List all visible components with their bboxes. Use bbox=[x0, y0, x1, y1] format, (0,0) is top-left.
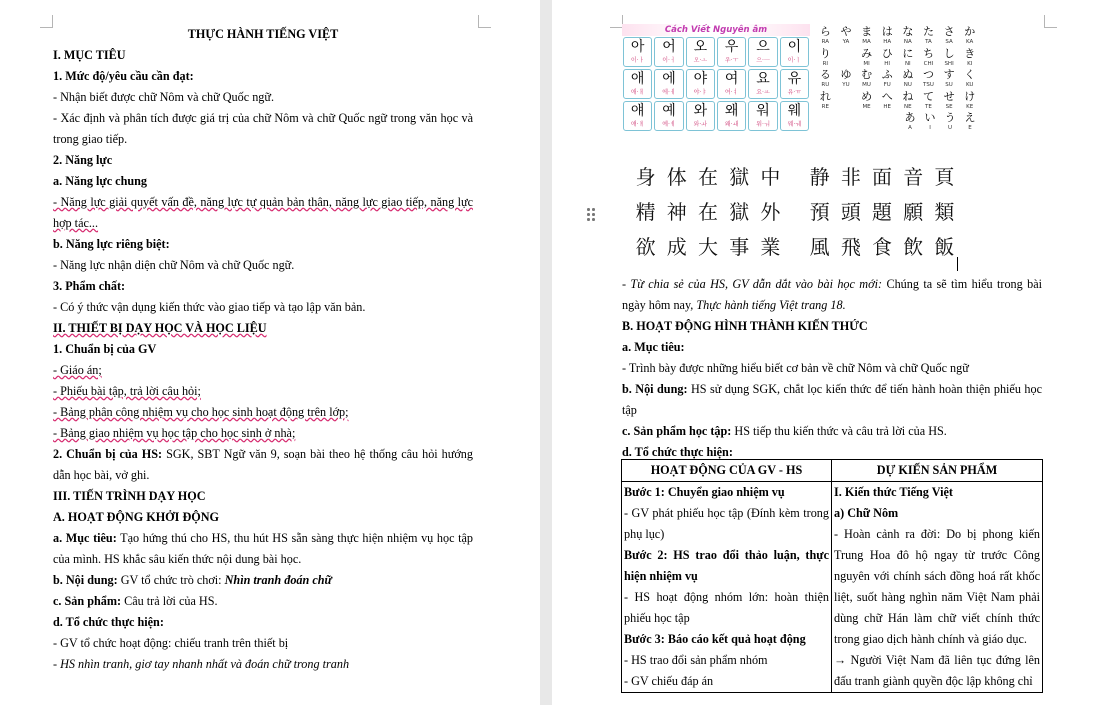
kanji-char: 食 bbox=[872, 235, 893, 259]
text-line: - Xác định và phân tích được giá trị của chữ Nôm và chữ Quốc ngữ trong văn học và trong giao tiếp. bbox=[53, 111, 473, 146]
kana-cell bbox=[815, 26, 836, 48]
kana-romaji: RU bbox=[821, 82, 830, 89]
hangul-stroke: 이·ㅏ bbox=[630, 57, 645, 64]
text-line: 2. Năng lực bbox=[53, 153, 113, 167]
hangul-glyph: 에 bbox=[662, 71, 676, 87]
kana-glyph: へ bbox=[881, 89, 893, 103]
kana-cell bbox=[959, 48, 980, 70]
kana-glyph: ゆ bbox=[840, 68, 852, 82]
margin-corner-mark bbox=[478, 15, 491, 28]
hangul-cell bbox=[623, 101, 652, 131]
hangul-stroke: 에·ㅔ bbox=[662, 89, 676, 96]
kana-glyph: く bbox=[964, 68, 976, 82]
text-line: 1. Chuẩn bị của GV bbox=[53, 342, 157, 356]
kana-romaji: RA bbox=[821, 39, 829, 45]
kana-romaji: HE bbox=[883, 103, 891, 110]
kana-glyph: れ bbox=[819, 89, 831, 103]
kana-glyph: ら bbox=[819, 25, 831, 38]
kanji-char: 業 bbox=[760, 235, 781, 259]
kana-vowel-cell bbox=[900, 112, 920, 134]
hangul-cell bbox=[686, 37, 715, 67]
table-header-product: DỰ KIẾN SẢN PHẨM bbox=[832, 460, 1043, 482]
kana-vowel-cell bbox=[940, 112, 960, 134]
activity-table[interactable] bbox=[621, 459, 1043, 693]
text-line: I. MỤC TIÊU bbox=[53, 48, 126, 62]
kanji-char: 在 bbox=[698, 165, 718, 189]
kanji-char: 願 bbox=[903, 200, 924, 224]
step2-label: Bước 2: HS trao đổi thảo luận, thực hiện nhiệm vụ bbox=[624, 548, 829, 583]
hangul-glyph: 아 bbox=[630, 39, 645, 55]
kana-cell bbox=[856, 48, 877, 70]
hangul-glyph: 으 bbox=[756, 39, 770, 55]
kana-romaji: HA bbox=[883, 39, 892, 45]
hangul-glyph: 왜 bbox=[724, 103, 739, 119]
objective-paragraph bbox=[53, 528, 473, 570]
product-line bbox=[622, 421, 1042, 442]
content-label: b. Nội dung: bbox=[622, 382, 688, 396]
prep-hs-paragraph bbox=[53, 444, 473, 486]
hangul-cell bbox=[654, 69, 683, 99]
hangul-cell bbox=[748, 37, 777, 67]
objective-label: a. Mục tiêu: bbox=[53, 531, 117, 545]
hangul-chart-title: Cách Viết Nguyên âm bbox=[622, 24, 810, 36]
hangul-stroke: 이·ㅓ bbox=[662, 57, 676, 64]
hangul-stroke: 왜·ㅙ bbox=[724, 121, 739, 128]
hangul-glyph: 요 bbox=[756, 71, 770, 87]
hangul-glyph: 와 bbox=[693, 103, 708, 119]
margin-corner-mark bbox=[1044, 15, 1057, 28]
kana-cell bbox=[877, 69, 898, 91]
kana-cell bbox=[877, 91, 898, 113]
kana-glyph: し bbox=[943, 46, 955, 60]
kana-romaji: SU bbox=[945, 82, 953, 89]
hangul-stroke: 요·ㅛ bbox=[756, 89, 770, 96]
hangul-glyph: 오 bbox=[693, 39, 708, 55]
kana-glyph: ね bbox=[902, 89, 914, 103]
kana-vowel-row bbox=[815, 112, 980, 134]
kanji-char: 成 bbox=[666, 235, 687, 259]
hangul-stroke: 애·ㅐ bbox=[630, 89, 645, 96]
hangul-cell bbox=[686, 101, 715, 131]
text-line: - Phiếu bài tập, trả lời câu hỏi; bbox=[53, 384, 201, 398]
table-row bbox=[622, 482, 1043, 693]
kana-glyph: な bbox=[902, 25, 914, 38]
kana-glyph: る bbox=[819, 68, 831, 82]
text-line: II. THIẾT BỊ DẠY HỌC VÀ HỌC LIỆU bbox=[53, 321, 267, 335]
kana-cell bbox=[939, 69, 960, 91]
kana-romaji: KE bbox=[966, 103, 974, 110]
product-label: c. Sản phẩm: bbox=[53, 594, 122, 608]
kana-romaji: MU bbox=[862, 82, 871, 89]
kana-cell bbox=[918, 69, 939, 91]
gv-activity-line: - GV tổ chức hoạt động: chiếu tranh trên thiết bị bbox=[53, 636, 289, 650]
document-page-right bbox=[552, 0, 1105, 705]
kana-romaji: KU bbox=[965, 82, 974, 89]
kana-romaji: MI bbox=[863, 60, 870, 67]
kanji-char: 獄 bbox=[729, 200, 750, 224]
product-text: HS tiếp thu kiến thức và câu trả lời của HS. bbox=[731, 424, 947, 438]
kana-romaji: E bbox=[968, 125, 972, 132]
hangul-stroke: 여·ㅕ bbox=[724, 89, 739, 96]
step3-text-2: - GV chiếu đáp án bbox=[624, 674, 714, 688]
kana-romaji: I bbox=[929, 125, 931, 132]
margin-corner-mark bbox=[40, 15, 53, 28]
kana-cell bbox=[815, 69, 836, 91]
kana-glyph: ち bbox=[922, 46, 934, 60]
hangul-cell bbox=[623, 69, 652, 99]
kana-vowel-cell bbox=[960, 112, 980, 134]
step2-text: - HS hoạt động nhóm lớn: hoàn thiện phiếu học tập bbox=[624, 590, 829, 625]
text-line: 3. Phẩm chất: bbox=[53, 279, 126, 293]
objective-heading: a. Mục tiêu: bbox=[622, 340, 685, 354]
content-text: GV tổ chức trò chơi: bbox=[117, 573, 225, 587]
product-text: Câu trả lời của HS. bbox=[121, 594, 218, 608]
text-line: - Năng lực nhận diện chữ Nôm và chữ Quốc ngữ. bbox=[53, 258, 295, 272]
hangul-grid bbox=[622, 36, 810, 132]
kanji-char: 欲 bbox=[635, 235, 656, 259]
kana-cell bbox=[939, 91, 960, 113]
kanji-char: 音 bbox=[903, 165, 924, 189]
hangul-glyph: 어 bbox=[662, 39, 676, 55]
kana-romaji: CHI bbox=[923, 60, 934, 67]
kanji-char: 静 bbox=[809, 165, 830, 189]
chinese-characters-image[interactable] bbox=[630, 158, 960, 263]
kanji-char: 精 bbox=[635, 200, 656, 224]
content-line bbox=[53, 570, 473, 591]
intro-italic: - Từ chia sẻ của HS, GV dẫn dắt vào bài học mới: bbox=[622, 277, 883, 291]
hangul-glyph: 야 bbox=[693, 71, 708, 87]
kana-cell bbox=[856, 26, 877, 48]
kana-romaji: NA bbox=[903, 39, 912, 45]
content-paragraph bbox=[622, 379, 1042, 421]
kana-glyph: ふ bbox=[881, 68, 893, 82]
kanji-char: 大 bbox=[698, 235, 718, 259]
kana-glyph: ぬ bbox=[902, 68, 914, 82]
step1-label: Bước 1: Chuyển giao nhiệm vụ bbox=[624, 485, 785, 499]
kana-cell bbox=[898, 26, 919, 48]
kana-glyph: み bbox=[861, 46, 873, 60]
kana-romaji: SA bbox=[945, 39, 953, 45]
kana-cell bbox=[959, 26, 980, 48]
text-line: - Bảng giao nhiệm vụ học tập cho học sinh ở nhà; bbox=[53, 426, 296, 440]
kana-glyph: た bbox=[922, 25, 934, 38]
kana-glyph: り bbox=[819, 46, 831, 60]
kana-glyph: き bbox=[964, 46, 976, 60]
kana-romaji: MA bbox=[862, 39, 871, 45]
product-label: c. Sản phẩm học tập: bbox=[622, 424, 732, 438]
kana-romaji: KI bbox=[967, 60, 973, 67]
kanji-char: 題 bbox=[872, 200, 893, 224]
page-title: THỰC HÀNH TIẾNG VIỆT bbox=[187, 27, 339, 41]
text-line: 1. Mức độ/yêu cầu cần đạt: bbox=[53, 69, 194, 83]
kana-glyph: か bbox=[964, 25, 976, 38]
kana-glyph: は bbox=[881, 25, 893, 38]
text-line: - Nhận biết được chữ Nôm và chữ Quốc ngữ. bbox=[53, 90, 275, 104]
hangul-cell bbox=[623, 37, 652, 67]
kana-vowel-cell bbox=[920, 112, 940, 134]
section-process bbox=[53, 486, 473, 528]
kana-cell bbox=[836, 26, 857, 48]
kana-romaji: FU bbox=[883, 82, 891, 89]
kana-cell bbox=[836, 69, 857, 91]
origin-paragraph: - Hoàn cảnh ra đời: Do bị phong kiến Trung Hoa đô hộ ngay từ trước Công nguyên với chính sách đồng hoá rất khốc liệt, suốt hàng nghìn năm Việt Nam phải dùng chữ Hán làm chữ viết chính thức trong giao dịch hành chính và giáo dục. bbox=[834, 527, 1040, 646]
intro-lesson-name: Thực hành tiếng Việt trang 18. bbox=[696, 298, 846, 312]
hangul-glyph: 웨 bbox=[787, 103, 802, 119]
kanji-char: 面 bbox=[872, 165, 893, 189]
chu-nom-heading: a) Chữ Nôm bbox=[834, 506, 899, 520]
hangul-glyph: 얘 bbox=[630, 103, 645, 119]
drag-handle-icon[interactable] bbox=[587, 208, 597, 224]
objective-text: Tạo hứng thú cho HS, thu hút HS sẵn sàng thực hiện nhiệm vụ học tập của mình. HS khắc sâu kiến thức nội dung bài học. bbox=[53, 531, 473, 566]
section-objectives bbox=[53, 45, 473, 444]
kanji-char: 風 bbox=[809, 235, 830, 259]
kana-romaji: SE bbox=[945, 103, 953, 110]
kana-romaji: TE bbox=[925, 103, 932, 110]
kana-romaji: RI bbox=[822, 60, 829, 67]
hangul-cell bbox=[780, 69, 809, 99]
kanji-char: 身 bbox=[635, 165, 656, 189]
kanji-char: 飲 bbox=[903, 235, 924, 259]
kana-glyph: い bbox=[924, 111, 936, 125]
text-line: a. Năng lực chung bbox=[53, 174, 147, 188]
hangul-cell bbox=[654, 37, 683, 67]
hangul-stroke: 얘·ㅒ bbox=[630, 121, 645, 128]
page-left-body[interactable] bbox=[53, 24, 473, 675]
kana-glyph: む bbox=[861, 68, 873, 82]
page-right-body[interactable] bbox=[622, 274, 1042, 463]
kanji-row bbox=[630, 228, 960, 263]
kanji-char: 事 bbox=[729, 235, 750, 259]
kana-romaji: YU bbox=[842, 82, 850, 89]
hangul-stroke: 워·ㅝ bbox=[756, 121, 770, 128]
kana-romaji: ME bbox=[862, 103, 871, 110]
text-line: - Giáo án; bbox=[53, 363, 102, 377]
hangul-stroke: 으·ㅡ bbox=[756, 57, 770, 64]
kana-glyph: う bbox=[944, 111, 956, 125]
hangul-cell bbox=[717, 69, 746, 99]
kana-romaji: YA bbox=[842, 39, 850, 45]
prep-hs-text: SGK, SBT Ngữ văn 9, soạn bài theo hệ thống câu hỏi hướng dẫn học bài, vở ghi. bbox=[53, 447, 473, 482]
hangul-glyph: 이 bbox=[787, 39, 802, 55]
hangul-cell bbox=[686, 69, 715, 99]
kana-cell bbox=[877, 48, 898, 70]
hangul-glyph: 우 bbox=[724, 39, 739, 55]
kanji-char: 頭 bbox=[840, 200, 861, 224]
hs-activity-line: - HS nhìn tranh, giơ tay nhanh nhất và đoán chữ trong tranh bbox=[53, 657, 350, 671]
kanji-char: 獄 bbox=[729, 165, 750, 189]
hangul-stroke: 야·ㅑ bbox=[693, 89, 708, 96]
kanji-char: 神 bbox=[666, 200, 687, 224]
kanji-row bbox=[630, 158, 960, 193]
kana-cell bbox=[836, 91, 857, 113]
kanji-char: 飯 bbox=[934, 235, 955, 259]
text-line: - Có ý thức vận dụng kiến thức vào giao tiếp và tạo lập văn bản. bbox=[53, 300, 366, 314]
kana-glyph: や bbox=[840, 25, 852, 38]
kana-cell bbox=[856, 69, 877, 91]
hangul-cell bbox=[780, 101, 809, 131]
kana-romaji: U bbox=[947, 125, 953, 132]
kana-glyph: え bbox=[964, 111, 976, 125]
kana-cell bbox=[918, 48, 939, 70]
kana-glyph: て bbox=[922, 89, 934, 103]
kana-cell bbox=[856, 91, 877, 113]
hangul-stroke: 웨·ㅞ bbox=[787, 121, 802, 128]
kana-romaji: A bbox=[908, 125, 912, 132]
kana-romaji: NU bbox=[903, 82, 912, 89]
hangul-cell bbox=[717, 37, 746, 67]
table-header-activity: HOẠT ĐỘNG CỦA GV - HS bbox=[622, 460, 832, 482]
hangul-cell bbox=[748, 69, 777, 99]
text-line: III. TIẾN TRÌNH DẠY HỌC bbox=[53, 489, 206, 503]
intro-paragraph bbox=[622, 274, 1042, 316]
section-b-heading: B. HOẠT ĐỘNG HÌNH THÀNH KIẾN THỨC bbox=[622, 319, 868, 333]
hangul-stroke: 예·ㅖ bbox=[662, 121, 676, 128]
struggle-paragraph: → Người Việt Nam đã liên tục đứng lên đấu tranh giành quyền độc lập không chỉ bbox=[834, 653, 1040, 688]
hangul-stroke: 오·ㅗ bbox=[693, 57, 708, 64]
hangul-vowel-chart-image[interactable] bbox=[622, 24, 810, 132]
kanji-char: 預 bbox=[809, 200, 830, 224]
kana-cell bbox=[836, 48, 857, 70]
hangul-glyph: 여 bbox=[724, 71, 739, 87]
kana-glyph: す bbox=[943, 68, 955, 82]
kanji-row bbox=[630, 193, 960, 228]
kana-glyph: め bbox=[861, 89, 873, 103]
kana-cell bbox=[815, 48, 836, 70]
knowledge-heading: I. Kiến thức Tiếng Việt bbox=[834, 485, 953, 499]
text-line: - Bảng phân công nhiệm vụ cho học sinh hoạt động trên lớp; bbox=[53, 405, 349, 419]
step3-text-1: - HS trao đổi sản phẩm nhóm bbox=[624, 653, 768, 667]
kanji-char: 飛 bbox=[840, 235, 861, 259]
kanji-char: 外 bbox=[760, 200, 781, 224]
hangul-stroke: 이·ㅣ bbox=[787, 57, 802, 64]
document-page-left bbox=[0, 0, 540, 705]
kana-cell bbox=[939, 48, 960, 70]
kanji-char: 体 bbox=[666, 165, 687, 189]
kanji-char: 類 bbox=[934, 200, 955, 224]
kana-cell bbox=[959, 91, 980, 113]
kanji-char: 非 bbox=[840, 165, 861, 189]
hangul-stroke: 우·ㅜ bbox=[724, 57, 739, 64]
kanji-char: 頁 bbox=[934, 165, 955, 189]
kana-romaji: RE bbox=[821, 103, 829, 110]
organize-heading: d. Tổ chức thực hiện: bbox=[622, 445, 733, 459]
table-cell-products[interactable] bbox=[832, 482, 1043, 693]
text-line: b. Năng lực riêng biệt: bbox=[53, 237, 170, 251]
kana-cell bbox=[918, 91, 939, 113]
step1-text: - GV phát phiếu học tập (Đính kèm trong phụ lục) bbox=[624, 506, 829, 541]
kana-romaji: NI bbox=[904, 60, 911, 67]
kana-cell bbox=[898, 48, 919, 70]
product-line bbox=[53, 591, 473, 612]
kanji-char: 在 bbox=[698, 200, 718, 224]
text-line: - Năng lực giải quyết vấn đề, năng lực tự quản bản thân, năng lực giao tiếp, năng lực hợp tác... bbox=[53, 195, 473, 230]
kana-romaji: HI bbox=[884, 60, 891, 67]
kanji-char: 中 bbox=[760, 165, 781, 189]
table-cell-activities[interactable] bbox=[622, 482, 832, 693]
kana-cell bbox=[898, 91, 919, 113]
hangul-cell bbox=[717, 101, 746, 131]
kana-romaji: NE bbox=[904, 103, 912, 110]
content-label: b. Nội dung: bbox=[53, 573, 118, 587]
hiragana-chart-image[interactable] bbox=[815, 26, 980, 134]
kana-glyph: さ bbox=[943, 25, 955, 38]
kana-cell bbox=[939, 26, 960, 48]
intro-text: Chúng ta sẽ tìm hiểu trong bài ngày hôm nay, bbox=[622, 277, 1042, 312]
kana-cell bbox=[959, 69, 980, 91]
organize-heading: d. Tổ chức thực hiện: bbox=[53, 615, 164, 629]
text-cursor bbox=[957, 257, 958, 271]
hangul-stroke: 유·ㅠ bbox=[787, 89, 802, 96]
kana-romaji: TSU bbox=[922, 82, 934, 89]
kana-romaji: TA bbox=[925, 39, 932, 45]
kana-cell bbox=[898, 69, 919, 91]
hangul-glyph: 유 bbox=[787, 71, 802, 87]
kana-romaji: SHI bbox=[944, 60, 954, 67]
prep-hs-label: 2. Chuẩn bị của HS: bbox=[53, 447, 163, 461]
step3-label: Bước 3: Báo cáo kết quả hoạt động bbox=[624, 632, 806, 646]
hangul-stroke: 와·ㅘ bbox=[693, 121, 708, 128]
text-line: A. HOẠT ĐỘNG KHỞI ĐỘNG bbox=[53, 510, 220, 524]
hangul-glyph: 워 bbox=[756, 103, 770, 119]
kana-glyph: け bbox=[964, 89, 976, 103]
game-name: Nhìn tranh đoán chữ bbox=[224, 573, 332, 587]
kana-glyph: に bbox=[902, 46, 914, 60]
kana-cell bbox=[815, 91, 836, 113]
kana-glyph: せ bbox=[943, 89, 955, 103]
kana-glyph: ひ bbox=[881, 46, 893, 60]
kana-glyph: あ bbox=[904, 111, 916, 125]
kana-romaji: KA bbox=[966, 39, 974, 45]
hangul-cell bbox=[748, 101, 777, 131]
objective-text: - Trình bày được những hiểu biết cơ bản về chữ Nôm và chữ Quốc ngữ bbox=[622, 361, 969, 375]
kana-cell bbox=[918, 26, 939, 48]
hangul-glyph: 애 bbox=[630, 71, 645, 87]
kana-cell bbox=[877, 26, 898, 48]
hangul-glyph: 예 bbox=[662, 103, 676, 119]
hangul-cell bbox=[780, 37, 809, 67]
content-text: HS sử dụng SGK, chắt lọc kiến thức để tiến hành hoàn thiện phiếu học tập bbox=[622, 382, 1042, 417]
kana-glyph: ま bbox=[861, 25, 873, 38]
hangul-cell bbox=[654, 101, 683, 131]
kana-glyph: つ bbox=[922, 68, 934, 82]
